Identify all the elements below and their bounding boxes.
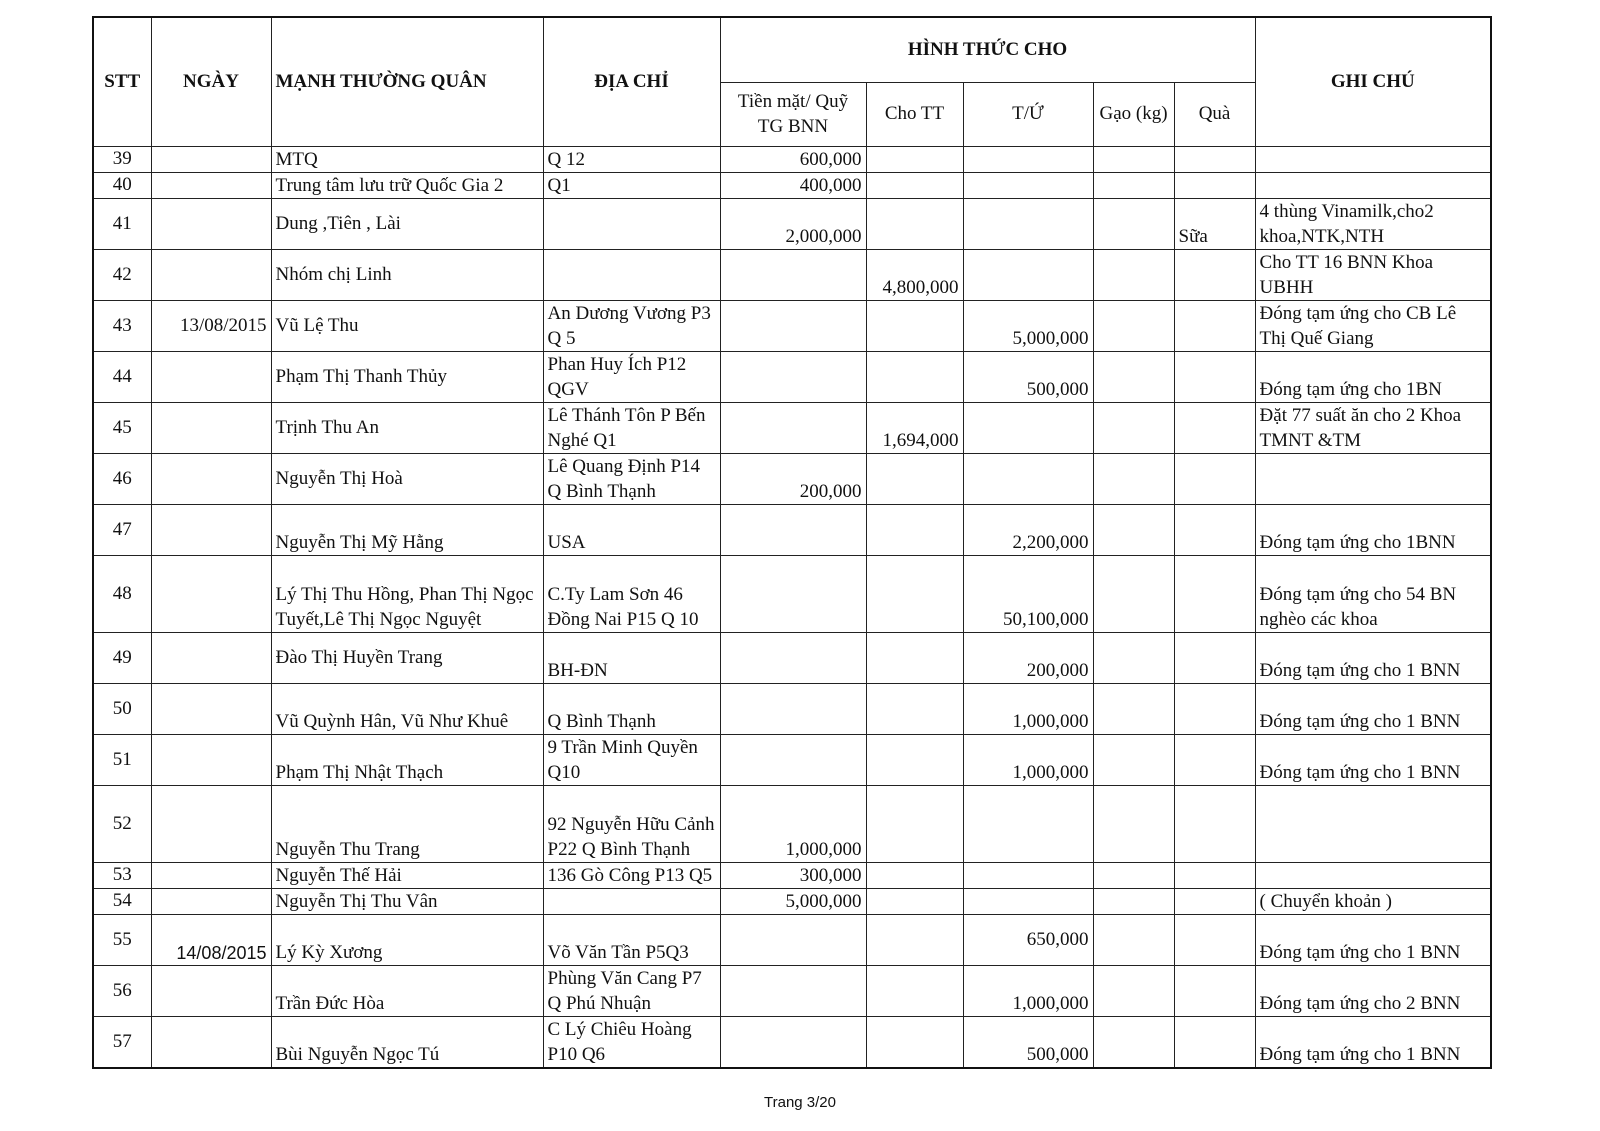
cell-gao (1093, 862, 1174, 888)
cell-ghi-chu: ( Chuyển khoản ) (1255, 888, 1491, 914)
cell-stt: 41 (93, 198, 151, 249)
cell-ghi-chu: 4 thùng Vinamilk,cho2 khoa,NTK,NTH (1255, 198, 1491, 249)
cell-tam-ung (963, 198, 1093, 249)
cell-gao (1093, 632, 1174, 683)
cell-tien-mat (720, 632, 866, 683)
header-qua: Quà (1174, 82, 1255, 146)
cell-name: MTQ (271, 146, 543, 172)
cell-address: USA (543, 504, 720, 555)
cell-tam-ung: 50,100,000 (963, 555, 1093, 632)
table-row (93, 146, 1491, 172)
cell-tam-ung (963, 888, 1093, 914)
table-row (93, 914, 1491, 965)
cell-qua (1174, 683, 1255, 734)
header-mtq: MẠNH THƯỜNG QUÂN (271, 17, 543, 146)
cell-ngay (151, 785, 271, 862)
cell-cho-tt: 4,800,000 (866, 249, 963, 300)
cell-qua (1174, 146, 1255, 172)
cell-gao (1093, 402, 1174, 453)
cell-tien-mat (720, 555, 866, 632)
cell-ghi-chu: Đóng tạm ứng cho 1 BNN (1255, 914, 1491, 965)
table-row (93, 172, 1491, 198)
cell-name: Nguyễn Thị Thu Vân (271, 888, 543, 914)
table-row (93, 351, 1491, 402)
cell-address: Q Bình Thạnh (543, 683, 720, 734)
table-row (93, 683, 1491, 734)
cell-address: Võ Văn Tần P5Q3 (543, 914, 720, 965)
cell-tien-mat: 1,000,000 (720, 785, 866, 862)
cell-ngay: 13/08/2015 (151, 300, 271, 351)
cell-tien-mat (720, 351, 866, 402)
header-tien-mat: Tiền mặt/ Quỹ TG BNN (720, 82, 866, 146)
document-sheet (92, 16, 1490, 1069)
table-row (93, 632, 1491, 683)
cell-qua (1174, 914, 1255, 965)
cell-gao (1093, 555, 1174, 632)
cell-qua (1174, 453, 1255, 504)
header-tu: T/Ứ (963, 82, 1093, 146)
cell-cho-tt (866, 453, 963, 504)
cell-qua (1174, 402, 1255, 453)
cell-address: Phùng Văn Cang P7 Q Phú Nhuận (543, 965, 720, 1016)
cell-qua (1174, 862, 1255, 888)
cell-stt: 54 (93, 888, 151, 914)
cell-qua (1174, 249, 1255, 300)
cell-name: Trung tâm lưu trữ Quốc Gia 2 (271, 172, 543, 198)
cell-name: Lý Thị Thu Hồng, Phan Thị Ngọc Tuyết,Lê Thị Ngọc Nguyệt (271, 555, 543, 632)
cell-gao (1093, 351, 1174, 402)
cell-qua: Sữa (1174, 198, 1255, 249)
header-gao: Gạo (kg) (1093, 82, 1174, 146)
cell-tam-ung: 1,000,000 (963, 734, 1093, 785)
cell-address: An Dương Vương P3 Q 5 (543, 300, 720, 351)
cell-cho-tt (866, 351, 963, 402)
cell-name: Nguyễn Thế Hải (271, 862, 543, 888)
cell-cho-tt (866, 172, 963, 198)
cell-name: Nguyễn Thị Mỹ Hằng (271, 504, 543, 555)
cell-gao (1093, 785, 1174, 862)
cell-name: Phạm Thị Nhật Thạch (271, 734, 543, 785)
cell-cho-tt (866, 785, 963, 862)
cell-stt: 53 (93, 862, 151, 888)
cell-ghi-chu (1255, 785, 1491, 862)
cell-ngay (151, 402, 271, 453)
cell-ghi-chu: Đóng tạm ứng cho 54 BN nghèo các khoa (1255, 555, 1491, 632)
cell-address: C.Ty Lam Sơn 46 Đồng Nai P15 Q 10 (543, 555, 720, 632)
cell-tien-mat: 2,000,000 (720, 198, 866, 249)
cell-stt: 56 (93, 965, 151, 1016)
cell-stt: 57 (93, 1016, 151, 1068)
cell-ngay (151, 249, 271, 300)
cell-cho-tt (866, 555, 963, 632)
cell-tien-mat (720, 1016, 866, 1068)
cell-ghi-chu: Đóng tạm ứng cho 1BN (1255, 351, 1491, 402)
table-row (93, 785, 1491, 862)
table-row (93, 888, 1491, 914)
cell-gao (1093, 888, 1174, 914)
cell-qua (1174, 351, 1255, 402)
cell-tam-ung (963, 453, 1093, 504)
cell-cho-tt (866, 632, 963, 683)
cell-ghi-chu: Đóng tạm ứng cho 1BNN (1255, 504, 1491, 555)
cell-gao (1093, 914, 1174, 965)
cell-name: Nhóm chị Linh (271, 249, 543, 300)
cell-ghi-chu: Đóng tạm ứng cho 1 BNN (1255, 683, 1491, 734)
cell-ghi-chu: Đặt 77 suất ăn cho 2 Khoa TMNT &TM (1255, 402, 1491, 453)
cell-stt: 55 (93, 914, 151, 965)
cell-qua (1174, 300, 1255, 351)
cell-ghi-chu (1255, 862, 1491, 888)
cell-ngay (151, 555, 271, 632)
cell-ghi-chu (1255, 453, 1491, 504)
table-row (93, 198, 1491, 249)
header-stt: STT (93, 17, 151, 146)
cell-address: 9 Trần Minh Quyền Q10 (543, 734, 720, 785)
cell-gao (1093, 300, 1174, 351)
cell-gao (1093, 172, 1174, 198)
table-row (93, 734, 1491, 785)
table-row (93, 1016, 1491, 1068)
cell-ngay (151, 683, 271, 734)
cell-name: Bùi Nguyễn Ngọc Tú (271, 1016, 543, 1068)
cell-ghi-chu: Đóng tạm ứng cho 1 BNN (1255, 1016, 1491, 1068)
cell-qua (1174, 555, 1255, 632)
cell-tien-mat: 600,000 (720, 146, 866, 172)
header-cho-tt: Cho TT (866, 82, 963, 146)
cell-ngay (151, 888, 271, 914)
cell-stt: 43 (93, 300, 151, 351)
cell-tien-mat (720, 683, 866, 734)
cell-address: Lê Thánh Tôn P Bến Nghé Q1 (543, 402, 720, 453)
cell-cho-tt (866, 504, 963, 555)
cell-gao (1093, 504, 1174, 555)
cell-qua (1174, 504, 1255, 555)
cell-tam-ung: 500,000 (963, 1016, 1093, 1068)
cell-stt: 46 (93, 453, 151, 504)
cell-cho-tt (866, 198, 963, 249)
table-row (93, 504, 1491, 555)
cell-tam-ung: 500,000 (963, 351, 1093, 402)
cell-ngay (151, 504, 271, 555)
cell-tam-ung: 1,000,000 (963, 965, 1093, 1016)
page-number: Trang 3/20 (764, 1094, 836, 1111)
cell-name: Vũ Quỳnh Hân, Vũ Như Khuê (271, 683, 543, 734)
cell-tam-ung (963, 249, 1093, 300)
cell-gao (1093, 146, 1174, 172)
cell-tien-mat: 300,000 (720, 862, 866, 888)
cell-tien-mat: 5,000,000 (720, 888, 866, 914)
cell-stt: 50 (93, 683, 151, 734)
cell-ngay (151, 1016, 271, 1068)
cell-qua (1174, 632, 1255, 683)
cell-address (543, 888, 720, 914)
cell-tien-mat: 400,000 (720, 172, 866, 198)
cell-ngay (151, 862, 271, 888)
cell-name: Đào Thị Huyền Trang (271, 632, 543, 683)
cell-gao (1093, 453, 1174, 504)
cell-tam-ung: 5,000,000 (963, 300, 1093, 351)
cell-address: C Lý Chiêu Hoàng P10 Q6 (543, 1016, 720, 1068)
cell-tam-ung (963, 862, 1093, 888)
cell-cho-tt (866, 683, 963, 734)
cell-tien-mat (720, 504, 866, 555)
cell-ngay: 14/08/2015 (151, 914, 271, 965)
cell-address: Q1 (543, 172, 720, 198)
cell-stt: 45 (93, 402, 151, 453)
cell-tam-ung (963, 172, 1093, 198)
cell-ghi-chu: Đóng tạm ứng cho 2 BNN (1255, 965, 1491, 1016)
cell-stt: 44 (93, 351, 151, 402)
donation-table (92, 16, 1492, 1069)
cell-name: Trịnh Thu An (271, 402, 543, 453)
cell-tam-ung (963, 146, 1093, 172)
cell-ngay (151, 351, 271, 402)
cell-tam-ung: 200,000 (963, 632, 1093, 683)
cell-qua (1174, 888, 1255, 914)
cell-tam-ung (963, 785, 1093, 862)
cell-address (543, 198, 720, 249)
cell-ngay (151, 198, 271, 249)
cell-name: Phạm Thị Thanh Thủy (271, 351, 543, 402)
cell-tam-ung: 650,000 (963, 914, 1093, 965)
cell-ngay (151, 965, 271, 1016)
cell-ghi-chu (1255, 172, 1491, 198)
cell-tien-mat (720, 249, 866, 300)
cell-name: Nguyễn Thị Hoà (271, 453, 543, 504)
cell-address: Lê Quang Định P14 Q Bình Thạnh (543, 453, 720, 504)
table-row (93, 453, 1491, 504)
cell-gao (1093, 734, 1174, 785)
table-row (93, 862, 1491, 888)
table-row (93, 965, 1491, 1016)
cell-tien-mat (720, 965, 866, 1016)
cell-qua (1174, 785, 1255, 862)
cell-ghi-chu: Đóng tạm ứng cho 1 BNN (1255, 632, 1491, 683)
cell-cho-tt: 1,694,000 (866, 402, 963, 453)
table-row (93, 249, 1491, 300)
cell-cho-tt (866, 300, 963, 351)
cell-name: Vũ Lệ Thu (271, 300, 543, 351)
cell-gao (1093, 683, 1174, 734)
cell-cho-tt (866, 914, 963, 965)
cell-ngay (151, 146, 271, 172)
cell-tam-ung: 2,200,000 (963, 504, 1093, 555)
cell-ngay (151, 453, 271, 504)
cell-address: Phan Huy Ích P12 QGV (543, 351, 720, 402)
cell-tien-mat: 200,000 (720, 453, 866, 504)
cell-ghi-chu: Đóng tạm ứng cho 1 BNN (1255, 734, 1491, 785)
cell-stt: 39 (93, 146, 151, 172)
cell-address (543, 249, 720, 300)
table-row (93, 555, 1491, 632)
cell-stt: 52 (93, 785, 151, 862)
cell-tien-mat (720, 734, 866, 785)
cell-stt: 42 (93, 249, 151, 300)
cell-tien-mat (720, 914, 866, 965)
header-ngay: NGÀY (151, 17, 271, 146)
cell-cho-tt (866, 146, 963, 172)
cell-cho-tt (866, 862, 963, 888)
cell-ngay (151, 172, 271, 198)
cell-gao (1093, 965, 1174, 1016)
cell-cho-tt (866, 965, 963, 1016)
cell-ghi-chu: Đóng tạm ứng cho CB Lê Thị Quế Giang (1255, 300, 1491, 351)
cell-stt: 49 (93, 632, 151, 683)
cell-stt: 48 (93, 555, 151, 632)
cell-stt: 51 (93, 734, 151, 785)
cell-qua (1174, 965, 1255, 1016)
cell-ghi-chu (1255, 146, 1491, 172)
cell-qua (1174, 1016, 1255, 1068)
cell-address: Q 12 (543, 146, 720, 172)
cell-stt: 47 (93, 504, 151, 555)
cell-gao (1093, 1016, 1174, 1068)
table-row (93, 402, 1491, 453)
cell-tam-ung (963, 402, 1093, 453)
cell-stt: 40 (93, 172, 151, 198)
cell-qua (1174, 172, 1255, 198)
cell-cho-tt (866, 734, 963, 785)
cell-name: Nguyễn Thu Trang (271, 785, 543, 862)
cell-address: BH-ĐN (543, 632, 720, 683)
header-dia-chi: ĐỊA CHỈ (543, 17, 720, 146)
cell-tien-mat (720, 300, 866, 351)
table-row (93, 300, 1491, 351)
cell-tam-ung: 1,000,000 (963, 683, 1093, 734)
cell-name: Lý Kỳ Xương (271, 914, 543, 965)
cell-address: 92 Nguyễn Hữu Cảnh P22 Q Bình Thạnh (543, 785, 720, 862)
cell-cho-tt (866, 888, 963, 914)
cell-gao (1093, 249, 1174, 300)
cell-qua (1174, 734, 1255, 785)
cell-gao (1093, 198, 1174, 249)
header-hinh-thuc: HÌNH THỨC CHO (720, 17, 1255, 82)
cell-ghi-chu: Cho TT 16 BNN Khoa UBHH (1255, 249, 1491, 300)
cell-ngay (151, 632, 271, 683)
cell-name: Dung ,Tiên , Lài (271, 198, 543, 249)
header-ghi-chu: GHI CHÚ (1255, 17, 1491, 146)
cell-address: 136 Gò Công P13 Q5 (543, 862, 720, 888)
cell-name: Trần Đức Hòa (271, 965, 543, 1016)
cell-ngay (151, 734, 271, 785)
cell-cho-tt (866, 1016, 963, 1068)
cell-tien-mat (720, 402, 866, 453)
